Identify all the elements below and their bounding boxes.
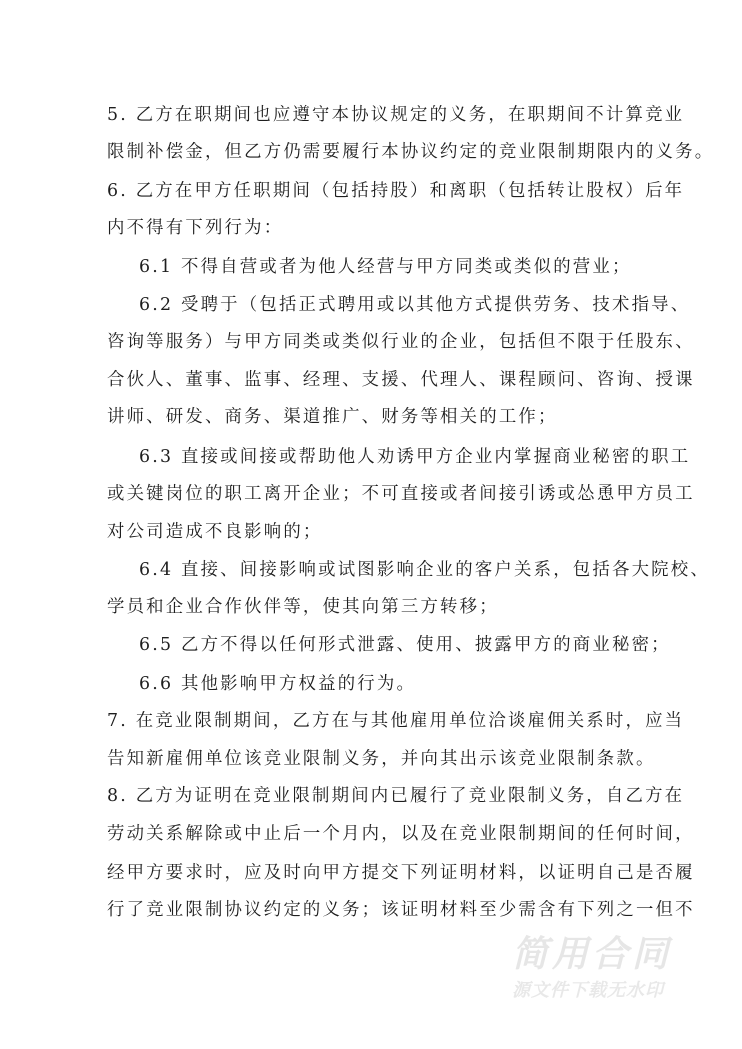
paragraph-line: 告知新雇佣单位该竞业限制义务，并向其出示该竞业限制条款。 [107, 749, 656, 769]
paragraph-line: 或关键岗位的职工离开企业；不可直接或者间接引诱或怂恿甲方员工 [107, 484, 695, 504]
paragraph-line: 对公司造成不良影响的； [107, 522, 323, 542]
paragraph-line: 劳动关系解除或中止后一个月内，以及在竞业限制期间的任何时间， [107, 824, 695, 844]
watermark-title: 简用合同 [512, 934, 673, 975]
paragraph-line: 限制补偿金，但乙方仍需要履行本协议约定的竞业限制期限内的义务。 [107, 142, 715, 162]
paragraph-line: 6. 乙方在甲方任职期间（包括持股）和离职（包括转让股权）后年 [107, 181, 685, 201]
sub-item-line: 6.1 不得自营或者为他人经营与甲方同类或类似的营业； [139, 257, 632, 277]
paragraph-line: 内不得有下列行为： [107, 218, 284, 238]
paragraph-line: 行了竞业限制协议约定的义务；该证明材料至少需含有下列之一但不 [107, 900, 695, 920]
sub-item-line: 6.2 受聘于（包括正式聘用或以其他方式提供劳务、技术指导、 [139, 295, 691, 315]
paragraph-line: 合伙人、董事、监事、经理、支援、代理人、课程顾问、咨询、授课 [107, 370, 695, 390]
sub-item-line: 6.3 直接或间接或帮助他人劝诱甲方企业内掌握商业秘密的职工 [139, 447, 691, 467]
paragraph-line: 7. 在竞业限制期间，乙方在与其他雇用单位洽谈雇佣关系时，应当 [107, 711, 685, 731]
paragraph-line: 学员和企业合作伙伴等，使其向第三方转移； [107, 597, 499, 617]
sub-item-line: 6.6 其他影响甲方权益的行为。 [139, 674, 417, 694]
paragraph-line: 5. 乙方在职期间也应遵守本协议规定的义务，在职期间不计算竞业 [107, 105, 685, 125]
paragraph-line: 8. 乙方为证明在竞业限制期间内已履行了竞业限制义务，自乙方在 [107, 786, 685, 806]
watermark-subtitle: 源文件下载无水印 [512, 980, 664, 1001]
paragraph-line: 咨询等服务）与甲方同类或类似行业的企业，包括但不限于任股东、 [107, 332, 695, 352]
sub-item-line: 6.4 直接、间接影响或试图影响企业的客户关系，包括各大院校、 [139, 560, 710, 580]
paragraph-line: 经甲方要求时，应及时向甲方提交下列证明材料，以证明自己是否履 [107, 863, 695, 883]
paragraph-line: 讲师、研发、商务、渠道推广、财务等相关的工作； [107, 407, 558, 427]
sub-item-line: 6.5 乙方不得以任何形式泄露、使用、披露甲方的商业秘密； [139, 635, 671, 655]
